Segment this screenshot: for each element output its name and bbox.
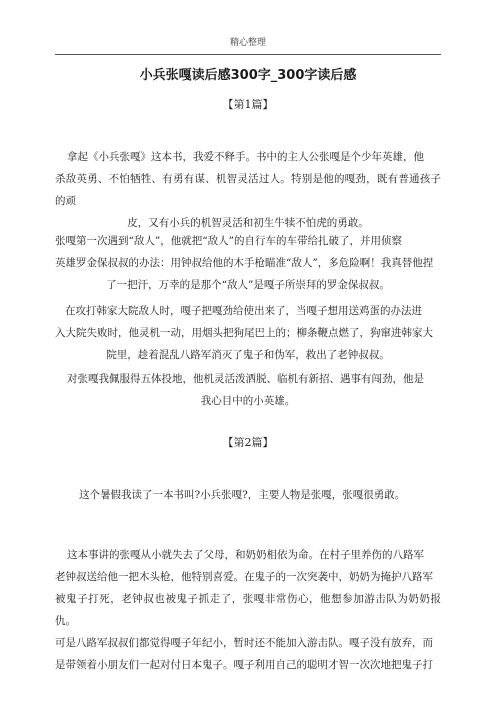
paragraph — [55, 300, 441, 366]
section-label-2: 【第2篇】 — [222, 436, 274, 449]
text-line: 在攻打韩家大院敌人时，嘎子把嘎劲给使出来了，当嘎子想用送鸡蛋的办法进 — [65, 305, 422, 317]
text-line: 被鬼子打死，老钟叔也被鬼子抓走了，张嘎非常伤心，他想参加游击队为奶奶报仇。 — [55, 593, 441, 627]
text-line: 老钟叔送给他一把木头枪，他特别喜爱。在鬼子的一次突袭中，奶奶为掩护八路军 — [55, 571, 433, 583]
text-line: 杀敌英勇、不怕牺牲、有勇有谋、机智灵活过人。特别是他的嘎劲，既有普通孩子的顽 — [55, 173, 441, 207]
text-line: 入大院失败时，他灵机一动，用烟头把狗尾巴上的；柳条鞭点燃了，狗窜进韩家大 — [55, 327, 433, 339]
header-rule — [55, 54, 441, 55]
paragraph — [55, 544, 441, 676]
text-line: 拿起《小兵张嘎》这本书，我爱不释手。书中的主人公张嘎是个少年英雄，他 — [67, 151, 424, 163]
paragraph — [55, 146, 441, 234]
text-line: 可是八路军叔叔们都觉得嘎子年纪小，暂时还不能加入游击队。嘎子没有放弃，而 — [55, 637, 433, 649]
text-line: 院里，趁着混乱八路军消灭了鬼子和伪军，救出了老钟叔叔。 — [106, 349, 390, 361]
section-label-1: 【第1篇】 — [222, 98, 274, 111]
text-line: 了一把汗，万幸的是那个“敌人”是嘎子所崇拜的罗金保叔叔。 — [106, 279, 390, 291]
text-line: 这个暑假我读了一本书叫?小兵张嘎?，主要人物是张嘎，张嘎很勇敢。 — [79, 489, 406, 501]
document-title: 小兵张嘎读后感300字_300字读后感 — [139, 68, 357, 83]
text-line: 我心目中的小英雄。 — [200, 395, 296, 407]
text-line: 英雄罗金保叔叔的办法：用钟叔给他的木手枪瞄准“敌人”，多危险啊！我真替他捏 — [55, 257, 434, 269]
text-line: 是带领着小朋友们一起对付日本鬼子。嘎子利用自己的聪明才智一次次地把鬼子打 — [55, 659, 433, 671]
text-line: 对张嘎我佩服得五体投地，他机灵活泼洒脱、临机有新招、遇事有闯劲，他是 — [67, 373, 424, 385]
text-line: 张嘎第一次遇到“敌人”，他就把“敌人”的自行车的车带给扎破了，并用侦察 — [55, 235, 402, 247]
page-header: 精心整理 — [229, 38, 266, 48]
text-line: 这本事讲的张嘎从小就失去了父母，和奶奶相依为命。在村子里养伤的八路军 — [67, 549, 424, 561]
paragraph — [55, 484, 441, 506]
paragraph — [55, 230, 441, 296]
paragraph — [55, 368, 441, 412]
text-line: 皮，又有小兵的机智灵活和初生牛犊不怕虎的勇敢。 — [127, 217, 369, 229]
